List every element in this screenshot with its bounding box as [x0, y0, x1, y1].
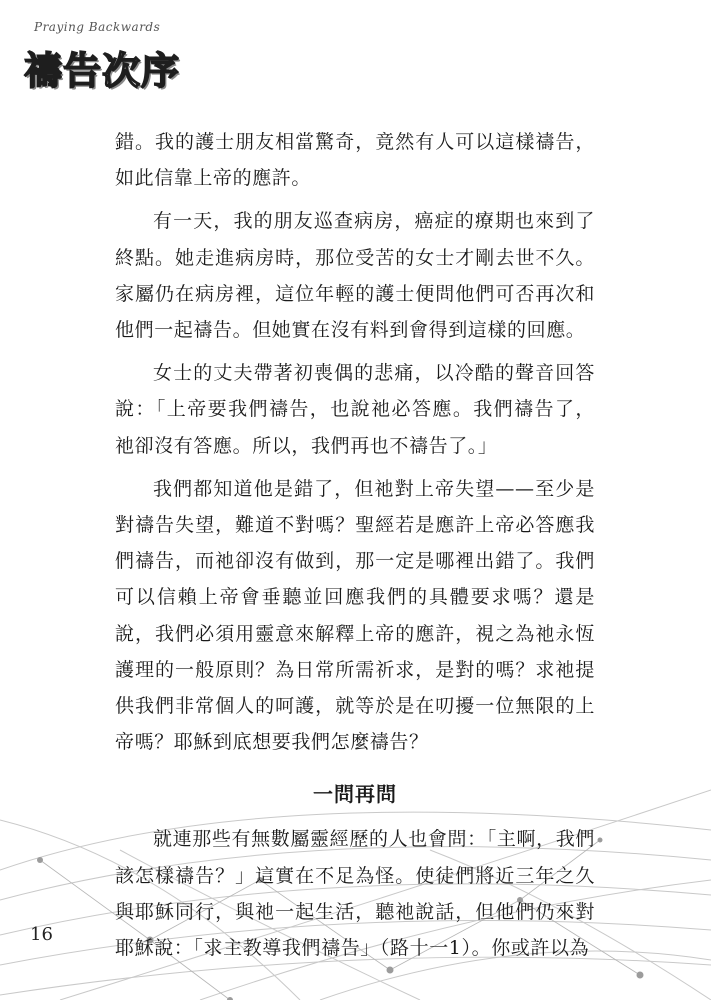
body-text — [115, 124, 595, 973]
logo-chinese-title: 禱告次序 — [24, 49, 181, 93]
paragraph: 女士的丈夫帶著初喪偶的悲痛，以冷酷的聲音回答說：「上帝要我們禱告，也說祂必答應。我們禱告了，祂卻沒有答應。所以，我們再也不禱告了。」 — [115, 362, 595, 457]
paragraph: 有一天，我的朋友巡查病房，癌症的療期也來到了終點。她走進病房時，那位受苦的女士才剛去世不久。家屬仍在病房裡，這位年輕的護士便問他們可否再次和他們一起禱告。但她實在沒有料到會得到這樣的回應。 — [115, 210, 595, 342]
book-logo — [14, 18, 214, 102]
page-number: 16 — [30, 924, 53, 945]
paragraph: 錯。我的護士朋友相當驚奇，竟然有人可以這樣禱告，如此信靠上帝的應許。 — [115, 131, 595, 190]
logo-english-title: Praying Backwards — [34, 20, 161, 34]
paragraph: 我們都知道他是錯了，但祂對上帝失望——至少是對禱告失望，難道不對嗎？聖經若是應許上帝必答應我們禱告，而祂卻沒有做到，那一定是哪裡出錯了。我們可以信賴上帝會垂聽並回應我們的具體要求嗎？還是說，我們必須用靈意來解釋上帝的應許，視之為祂永恆護理的一般原則？為日常所需祈求，是對的嗎？求祂提供我們非常個人的呵護，就等於是在叨擾一位無限的上帝嗎？耶穌到底想要我們怎麼禱告？ — [115, 477, 595, 754]
section-heading: 一問再問 — [313, 782, 397, 807]
paragraph: 就連那些有無數屬靈經歷的人也會問：「主啊，我們該怎樣禱告？」這實在不足為怪。使徒們將近三年之久與耶穌同行，與祂一起生活，聽祂說話，但他們仍來對耶穌說：「求主教導我們禱告」（路十一1）。你或許以為 — [115, 828, 595, 960]
